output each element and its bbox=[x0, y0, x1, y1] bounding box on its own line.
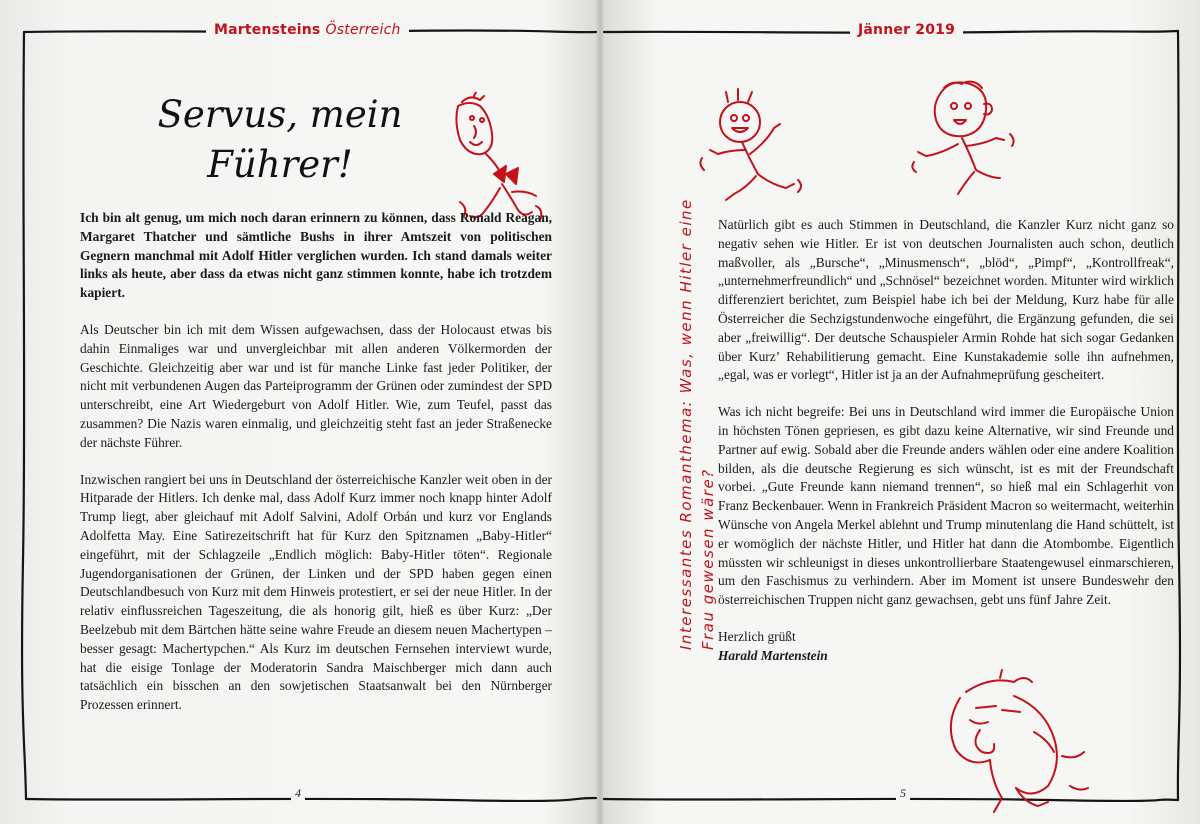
cartoon-figure-bottom-right bbox=[930, 668, 1100, 818]
article-body-right bbox=[718, 216, 1174, 684]
closing-greeting: Herzlich grüßt bbox=[718, 628, 796, 644]
header-title: Martensteins bbox=[214, 22, 321, 38]
title-line-1: Servus, mein bbox=[157, 93, 403, 136]
page-title bbox=[130, 90, 430, 190]
header-title-italic: Österreich bbox=[325, 22, 401, 38]
title-line-2: Führer! bbox=[207, 143, 353, 186]
right-page bbox=[600, 0, 1200, 824]
article-paragraph: Was ich nicht begreife: Bei uns in Deutschland wird immer die Europäische Union in höchsten Tönen gepriesen, es gibt dazu keine Alternative, wir sind Freunde und Partner auf ewig. Sobald aber die Freunde anders wählen oder eine andere Koalition bilden, als die deutsche Regierung es sich wünscht, ist es mit der Freundschaft vorbei. „Gute Freunde kann niemand trennen“, so hieß mal ein Schlagerhit von Franz Beckenbauer. Wenn in Frankreich Präsident Macron so weitermacht, weiterhin Wünsche von Angela Merkel ablehnt und Trump minutenlang die Hand schüttelt, ist er womöglich der nächste Hitler, und Hitler hat dann die Atombombe. Eigentlich müssten wir schleunigst in dieses unkontrollierbare Staatengewusel einmarschieren, um den Faschismus zu verhindern. Aber im Moment ist unsere Bundeswehr den österreichischen Truppen nicht ganz gewachsen, gebt uns fünf Jahre Zeit. bbox=[718, 404, 1174, 608]
magazine-header bbox=[206, 22, 409, 38]
page-number: 5 bbox=[896, 786, 910, 801]
cartoon-figure-running-left bbox=[690, 84, 820, 204]
issue-date: Jänner 2019 bbox=[850, 22, 963, 38]
article-paragraph: Inzwischen rangiert bei uns in Deutschland der österreichische Kanzler weit oben in der Hitparade der Hitlers. Ich denke mal, dass Adolf Kurz immer noch knapp hinter Adolf Trump liegt, aber gleichauf mit Adolf Salvini, Adolf Orbán und kurz vor Englands Adolfetta May. Eine Satirezeitschrift hat für Kurz den Spitznamen „Baby-Hitler“ eingeführt, mit der Schlagzeile „Endlich möglich: Baby-Hitler töten“. Regionale Jugendorganisationen der Grünen, der Linken und der SPD haben gegen einen Deutschlandbesuch von Kurz mit dem Hinweis protestiert, er sei der neue Hitler. In der relativ einflussreichen Tageszeitung, die als honorig gilt, hieß es über Kurz: „Der Beelzebub mit dem Bärtchen hätte seine wahre Freude an diesem neuen Machertypen – besser gesagt: Machertypchen.“ Als Kurz im deutschen Fernsehen interviewt wurde, hat die eisige Tonlage der Moderatorin Sandra Maischberger mich dann auch tatsächlich ein bisschen an den sowjetischen Staatsanwalt bei den Nürnberger Prozessen erinnert. bbox=[80, 471, 552, 713]
article-paragraph: Natürlich gibt es auch Stimmen in Deutschland, die Kanzler Kurz nicht ganz so negativ sehen wie Hitler. Er ist von deutschen Journalisten auch schon, deutlich maßvoller, als „Bursche“, „Minusmensch“, „blöd“, „Pimpf“, „Kontrollfreak“, „unternehmerfreundlich“ und „Schnösel“ bezeichnet worden. Mitunter wird wirklich differenziert berichtet, zum Beispiel habe ich bei der Meldung, Kurz habe für alle Österreicher die Sechzigstundenwoche eingeführt, die Ergänzung gefunden, die sei aber „freiwillig“. Der deutsche Schauspieler Armin Rohde hat sich sogar Gedanken über Kurz’ Rehabilitierung gemacht. Eine Kunstakademie solle ihn aufnehmen, „egal, was er vorlegt“, Hitler ist ja an der Aufnahmeprüfung gescheitert. bbox=[718, 217, 1174, 383]
article-paragraph: Als Deutscher bin ich mit dem Wissen aufgewachsen, dass der Holocaust etwas bis dahin Einmaliges war und unvergleichbar mit allen anderen Völkermorden der Geschichte. Gleichzeitig aber war und ist für manche Linke fast jeder Politiker, der nicht mit verbundenen Augen das Parteiprogramm der Grünen oder zumindest der SPD unterschreibt, eine Art Wiedergeburt von Adolf Hitler. Wie, zum Teufel, passt das zusammen? Die Nazis waren einmalig, und gleichzeitig steht fast an jeder Straßenecke der nächste Führer. bbox=[80, 321, 552, 450]
margin-note-line-1: Interessantes Romanthema: Was, wenn Hitler eine bbox=[677, 198, 695, 650]
article-body-left bbox=[80, 209, 552, 733]
lead-paragraph: Ich bin alt genug, um mich noch daran erinnern zu können, dass Ronald Reagan, Margaret Thatcher und sämtliche Bushs in ihrer Amtszeit von politischen Gegnern manchmal mit Adolf Hitler verglichen wurden. Ich stand damals weiter links als heute, aber dass da etwas nicht ganz stimmen konnte, habe ich trotzdem kapiert. bbox=[80, 210, 552, 301]
margin-note-line-2: Frau gewesen wäre? bbox=[699, 468, 717, 650]
page-number: 4 bbox=[291, 786, 305, 801]
author-signature: Harald Martenstein bbox=[718, 647, 828, 663]
cartoon-figure-running-right bbox=[900, 74, 1030, 204]
handwritten-margin-note bbox=[675, 198, 719, 650]
